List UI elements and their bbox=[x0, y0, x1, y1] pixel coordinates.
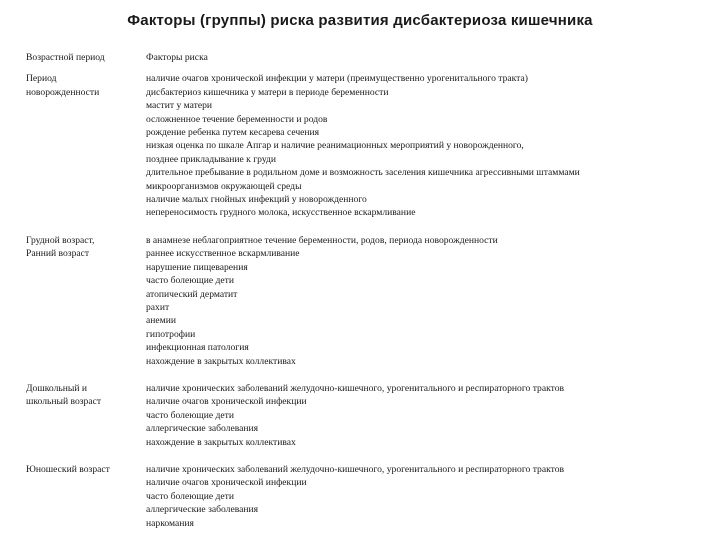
risk-factor-item: наличие хронических заболеваний желудочно-кишечного, урогенитального и респираторного трактов bbox=[146, 463, 565, 475]
risk-factor-item: наличие очагов хронической инфекции bbox=[146, 477, 307, 489]
age-period-cell bbox=[26, 382, 146, 449]
risk-factor-item: длительное пребывание в родильном доме и возможность заселения кишечника агрессивными штаммами bbox=[146, 167, 580, 179]
risk-factor-item: нарушение пищеварения bbox=[146, 261, 248, 273]
risk-factor-item: наличие малых гнойных инфекций у новорожденного bbox=[146, 194, 367, 206]
risk-factor-item: наличие очагов хронической инфекции у матери (преимущественно урогенитального тракта) bbox=[146, 73, 528, 85]
risk-factor-item: аллергические заболевания bbox=[146, 504, 259, 516]
risk-factor-item: наличие хронических заболеваний желудочно-кишечного, урогенитального и респираторного трактов bbox=[146, 382, 565, 394]
table-header-row bbox=[26, 51, 696, 64]
age-period-cell bbox=[26, 72, 146, 219]
risk-factors-cell bbox=[146, 72, 696, 219]
risk-factor-item: рождение ребенка путем кесарева сечения bbox=[146, 127, 320, 139]
risk-factor-item: нахождение в закрытых коллективах bbox=[146, 355, 296, 367]
risk-factor-item: раннее искусственное вскармливание bbox=[146, 248, 300, 260]
age-period-cell bbox=[26, 463, 146, 530]
table-row bbox=[26, 234, 696, 368]
age-period-line: Грудной возраст, bbox=[26, 234, 95, 246]
risk-factor-item: часто болеющие дети bbox=[146, 490, 235, 502]
table-row bbox=[26, 72, 696, 219]
risk-factor-item: аллергические заболевания bbox=[146, 423, 259, 435]
risk-factor-item: часто болеющие дети bbox=[146, 409, 235, 421]
age-period-line: Дошкольный и bbox=[26, 382, 87, 394]
header-risk-factors: Факторы риска bbox=[146, 52, 208, 63]
risk-factor-item: осложненное течение беременности и родов bbox=[146, 113, 328, 125]
header-age-period: Возрастной период bbox=[26, 52, 105, 63]
risk-factor-item: дисбактериоз кишечника у матери в периоде беременности bbox=[146, 86, 389, 98]
risk-factor-item: инфекционная патология bbox=[146, 342, 249, 354]
table-body bbox=[26, 72, 696, 530]
risk-factor-item: рахит bbox=[146, 301, 170, 313]
risk-factors-cell bbox=[146, 234, 696, 368]
age-period-line: Период bbox=[26, 73, 57, 85]
risk-factor-item: позднее прикладывание к груди bbox=[146, 153, 277, 165]
risk-factor-item: мастит у матери bbox=[146, 100, 213, 112]
risk-factors-cell bbox=[146, 382, 696, 449]
risk-factor-item: в анамнезе неблагоприятное течение беременности, родов, периода новорожденности bbox=[146, 234, 498, 246]
risk-factor-item: низкая оценка по шкале Апгар и наличие реанимационных мероприятий у новорожденного, bbox=[146, 140, 524, 152]
risk-factor-item: микроорганизмов окружающей среды bbox=[146, 180, 302, 192]
age-period-line: школьный возраст bbox=[26, 396, 102, 408]
risk-factor-item: атопический дерматит bbox=[146, 288, 238, 300]
age-period-line: Ранний возраст bbox=[26, 248, 90, 260]
risk-factor-item: наличие очагов хронической инфекции bbox=[146, 396, 307, 408]
risk-factor-item: часто болеющие дети bbox=[146, 275, 235, 287]
page-title: Факторы (группы) риска развития дисбактериоза кишечника bbox=[127, 12, 593, 29]
risk-factor-item: наркомания bbox=[146, 517, 194, 529]
age-period-line: Юношеский возраст bbox=[26, 463, 110, 475]
risk-factor-item: гипотрофии bbox=[146, 328, 196, 340]
risk-factors-cell bbox=[146, 463, 696, 530]
table-row bbox=[26, 382, 696, 449]
table-row bbox=[26, 463, 696, 530]
age-period-line: новорожденности bbox=[26, 86, 100, 98]
age-period-cell bbox=[26, 234, 146, 368]
risk-factor-item: нахождение в закрытых коллективах bbox=[146, 436, 296, 448]
risk-factors-table bbox=[26, 51, 696, 530]
risk-factor-item: анемии bbox=[146, 315, 176, 327]
risk-factor-item: непереносимость грудного молока, искусственное вскармливание bbox=[146, 207, 416, 219]
